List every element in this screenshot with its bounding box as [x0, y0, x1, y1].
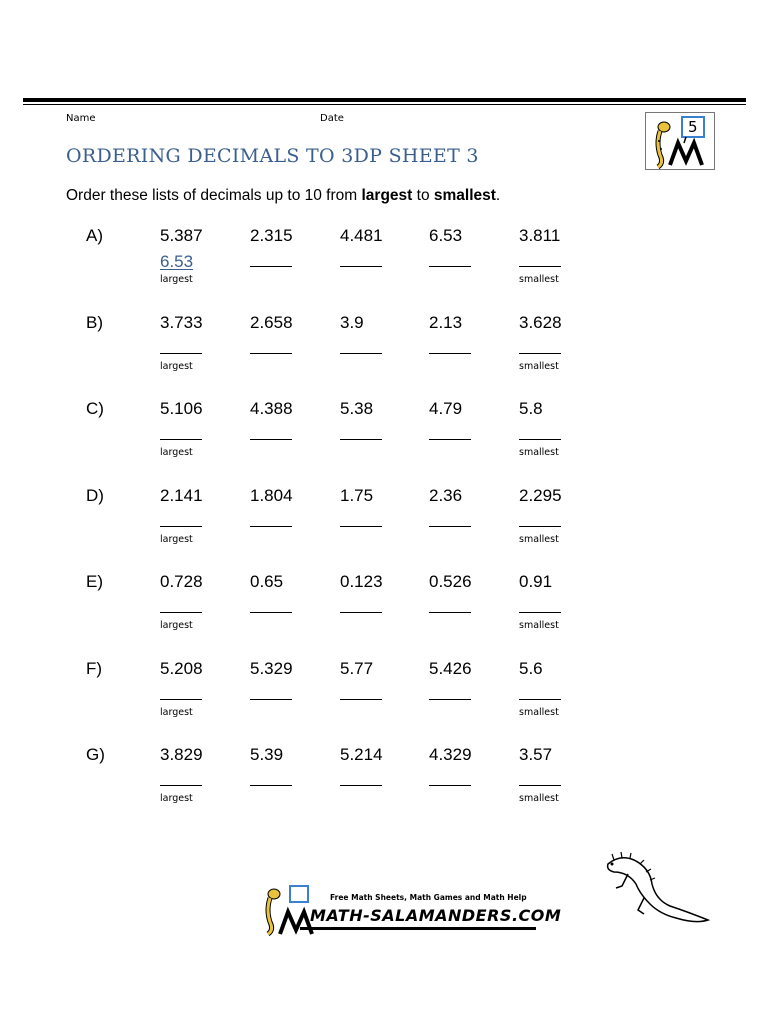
problem-number: 5.208	[160, 658, 203, 678]
smallest-label: smallest	[519, 447, 559, 458]
name-label: Name	[66, 113, 96, 124]
problem-number: 2.36	[429, 485, 463, 505]
problem-letter: C)	[86, 399, 104, 418]
answer-blank[interactable]	[160, 439, 202, 440]
problem-number: 5.77	[340, 658, 374, 678]
salamander-drawing-icon	[600, 850, 715, 935]
problem-number: 3.57	[519, 745, 553, 764]
problem-number: 1.804	[250, 485, 293, 505]
smallest-label: smallest	[519, 620, 559, 631]
problem-number: 0.526	[429, 572, 472, 591]
answer-blank[interactable]	[519, 353, 561, 354]
answer-blank[interactable]	[160, 785, 202, 786]
largest-label: largest	[160, 274, 193, 285]
problem-number: 4.329	[429, 745, 472, 764]
problem-letter: G)	[86, 745, 105, 764]
answer-blank[interactable]	[250, 785, 292, 786]
problem-number: 3.733	[160, 312, 203, 332]
instructions-text-2: to	[412, 187, 434, 204]
answer-blank[interactable]	[519, 699, 561, 700]
largest-label: largest	[160, 706, 193, 718]
date-label: Date	[320, 113, 344, 124]
answer-blank[interactable]	[519, 785, 561, 786]
smallest-label: smallest	[519, 274, 559, 285]
answer-blank[interactable]	[429, 266, 471, 267]
problem-row	[0, 745, 768, 825]
header-rule-thin	[23, 104, 746, 105]
largest-label: largest	[160, 620, 193, 631]
answer-blank[interactable]	[340, 612, 382, 613]
largest-label: largest	[160, 447, 193, 458]
answer-blank[interactable]	[429, 785, 471, 786]
answer-blank[interactable]	[160, 612, 202, 613]
instructions-text-1: Order these lists of decimals up to 10 from	[66, 187, 362, 204]
problem-row	[0, 313, 768, 393]
problem-number: 6.53	[429, 226, 463, 245]
answer-blank[interactable]	[250, 353, 292, 354]
largest-label: largest	[160, 793, 193, 804]
problem-number: 5.214	[340, 745, 383, 764]
instructions-smallest: smallest	[433, 187, 496, 204]
footer-underline	[300, 927, 536, 930]
problem-letter: D)	[86, 485, 104, 505]
problem-number: 5.39	[250, 745, 284, 764]
instructions	[66, 187, 500, 205]
instructions-text-3: .	[495, 187, 501, 204]
problem-number: 4.388	[250, 399, 293, 418]
problem-number: 4.481	[340, 226, 383, 245]
answer-blank[interactable]	[519, 439, 561, 440]
answer-blank[interactable]	[250, 266, 292, 267]
largest-label: largest	[160, 533, 193, 545]
problem-letter: B)	[86, 312, 103, 332]
answer-blank[interactable]	[519, 266, 561, 267]
problem-number: 0.65	[250, 572, 284, 591]
answer-blank[interactable]	[519, 526, 561, 527]
problem-number: 5.106	[160, 399, 203, 418]
problem-row	[0, 226, 768, 306]
problem-row	[0, 399, 768, 479]
answer-blank[interactable]	[340, 699, 382, 700]
answer-blank[interactable]	[340, 526, 382, 527]
answer-blank[interactable]	[429, 526, 471, 527]
problem-number: 4.79	[429, 399, 463, 418]
smallest-label: smallest	[519, 793, 559, 804]
problem-number: 3.628	[519, 312, 562, 332]
answer-blank[interactable]	[429, 439, 471, 440]
answer-blank[interactable]	[429, 612, 471, 613]
problem-number: 1.75	[340, 485, 374, 505]
answer-blank[interactable]	[429, 353, 471, 354]
answer-blank[interactable]	[250, 699, 292, 700]
instructions-largest: largest	[361, 187, 413, 204]
largest-label: largest	[160, 360, 193, 372]
problem-number: 5.329	[250, 658, 293, 678]
problem-number: 5.38	[340, 399, 374, 418]
page-title: ORDERING DECIMALS TO 3DP SHEET 3	[66, 145, 479, 167]
problem-number: 5.426	[429, 658, 472, 678]
problem-number: 5.387	[160, 226, 203, 245]
smallest-label: smallest	[519, 533, 559, 545]
problem-number: 2.13	[429, 312, 463, 332]
answer-blank[interactable]	[340, 785, 382, 786]
answer-blank[interactable]	[160, 526, 202, 527]
problem-number: 3.9	[340, 312, 364, 332]
answer-blank[interactable]	[160, 353, 202, 354]
footer-tagline: Free Math Sheets, Math Games and Math Help	[330, 893, 527, 902]
answer-blank[interactable]	[160, 699, 202, 700]
problem-number: 3.811	[519, 226, 561, 245]
problem-number: 0.728	[160, 572, 203, 591]
problem-number: 3.829	[160, 745, 203, 764]
smallest-label: smallest	[519, 706, 559, 718]
answer-blank[interactable]	[340, 353, 382, 354]
problem-row	[0, 659, 768, 739]
problem-letter: A)	[86, 226, 103, 245]
salamander-logo-icon	[645, 112, 715, 170]
problem-number: 2.295	[519, 485, 562, 505]
problem-number: 0.91	[519, 572, 553, 591]
answer-value: 6.53	[160, 252, 194, 271]
answer-blank[interactable]	[519, 612, 561, 613]
answer-blank[interactable]	[250, 439, 292, 440]
problem-number: 0.123	[340, 572, 383, 591]
problem-number: 2.315	[250, 226, 293, 245]
problem-number: 5.6	[519, 658, 543, 678]
header-rule-thick	[23, 98, 746, 102]
logo-number: 5	[688, 118, 698, 136]
problem-row	[0, 486, 768, 566]
footer-site-link[interactable]: MATH-SALAMANDERS.COM	[310, 906, 562, 925]
problem-letter: F)	[86, 658, 103, 678]
problem-letter: E)	[86, 572, 103, 591]
answer-blank[interactable]	[250, 612, 292, 613]
problem-row	[0, 572, 768, 652]
answer-blank[interactable]	[429, 699, 471, 700]
problem-number: 5.8	[519, 399, 543, 418]
problem-number: 2.141	[160, 485, 203, 505]
answer-blank[interactable]	[250, 526, 292, 527]
answer-blank[interactable]	[340, 439, 382, 440]
problem-number: 2.658	[250, 312, 293, 332]
answer-blank[interactable]	[340, 266, 382, 267]
smallest-label: smallest	[519, 360, 559, 372]
